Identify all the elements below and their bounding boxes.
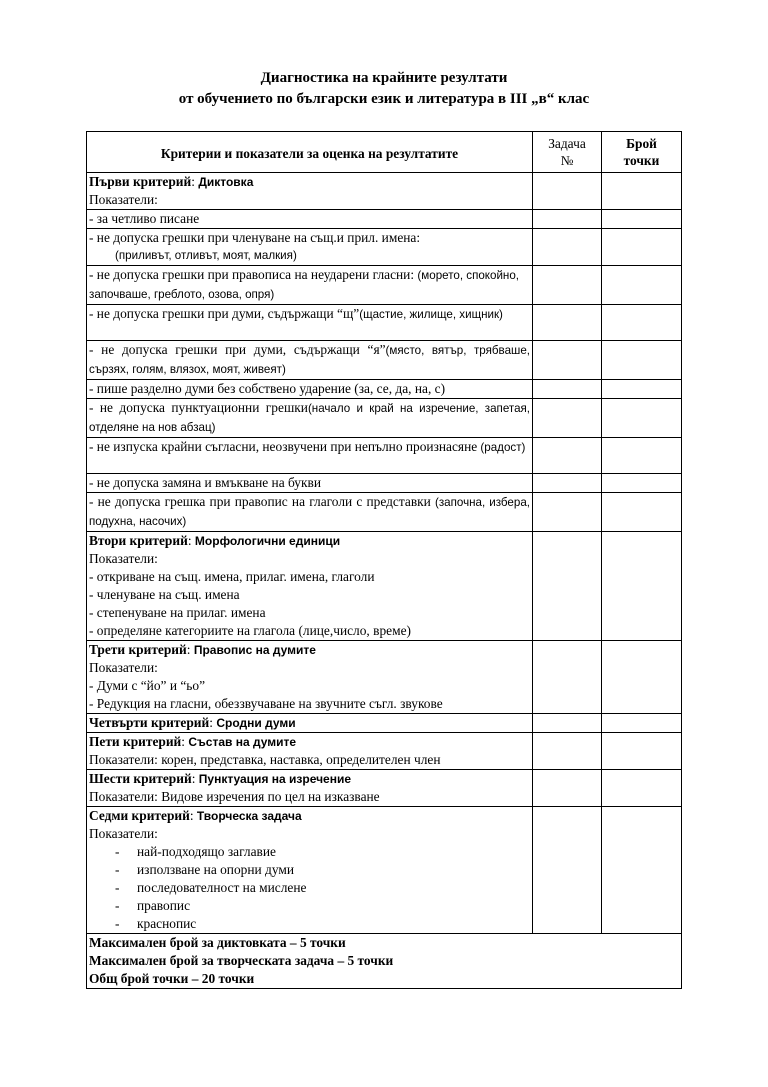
points-cell[interactable] bbox=[602, 714, 682, 733]
task-cell[interactable] bbox=[533, 173, 602, 210]
criterion-2-name: Морфологични единици bbox=[194, 534, 341, 548]
indicator-text: - не допуска грешки при думи, съдържащи “щ” bbox=[89, 306, 360, 321]
points-cell[interactable] bbox=[602, 173, 682, 210]
table-row bbox=[87, 229, 682, 266]
task-cell[interactable] bbox=[533, 532, 602, 641]
table-row bbox=[87, 380, 682, 399]
task-cell[interactable] bbox=[533, 770, 602, 807]
points-cell[interactable] bbox=[602, 305, 682, 341]
task-cell[interactable] bbox=[533, 641, 602, 714]
task-cell[interactable] bbox=[533, 438, 602, 474]
indicator-row: - за четливо писане bbox=[87, 210, 533, 229]
criterion-3-indicators: Показатели: bbox=[89, 660, 158, 675]
indicator-examples: (приливът, отливът, моят, малкия) bbox=[115, 249, 297, 262]
points-cell[interactable] bbox=[602, 399, 682, 438]
indicator-row bbox=[87, 266, 533, 305]
criteria-table bbox=[86, 131, 682, 989]
criterion-1-heading bbox=[87, 173, 533, 210]
header-points-label-2: точки bbox=[623, 153, 660, 168]
indicator-row bbox=[87, 305, 533, 341]
table-row bbox=[87, 770, 682, 807]
task-cell[interactable] bbox=[533, 341, 602, 380]
table-row bbox=[87, 474, 682, 493]
task-cell[interactable] bbox=[533, 733, 602, 770]
criterion-7-indicators: Показатели: bbox=[89, 826, 158, 841]
table-row bbox=[87, 714, 682, 733]
criterion-6-label: Шести критерий bbox=[89, 771, 192, 786]
criterion-6-indicators: Показатели: Видове изречения по цел на изказване bbox=[89, 789, 380, 804]
task-cell[interactable] bbox=[533, 493, 602, 532]
points-cell[interactable] bbox=[602, 380, 682, 399]
page-title-line-2: от обучението по български език и литература в III „в“ клас bbox=[178, 91, 590, 107]
task-cell[interactable] bbox=[533, 266, 602, 305]
points-cell[interactable] bbox=[602, 532, 682, 641]
criterion-2-block bbox=[87, 532, 533, 641]
header-criteria: Критерии и показатели за оценка на резултатите bbox=[87, 132, 533, 173]
criterion-5-name: Състав на думите bbox=[188, 735, 297, 749]
points-cell[interactable] bbox=[602, 641, 682, 714]
table-row bbox=[87, 807, 682, 934]
points-cell[interactable] bbox=[602, 266, 682, 305]
criterion-4-block bbox=[87, 714, 533, 733]
indicator-row bbox=[87, 438, 533, 474]
points-cell[interactable] bbox=[602, 807, 682, 934]
bullet-dash: - bbox=[115, 880, 120, 895]
criterion-6-name: Пунктуация на изречение bbox=[198, 772, 352, 786]
points-cell[interactable] bbox=[602, 229, 682, 266]
criterion-4-name: Сродни думи bbox=[216, 716, 296, 730]
task-cell[interactable] bbox=[533, 380, 602, 399]
table-row bbox=[87, 341, 682, 380]
points-cell[interactable] bbox=[602, 438, 682, 474]
task-cell[interactable] bbox=[533, 474, 602, 493]
summary-row bbox=[87, 934, 682, 989]
summary-dictation-max: Максимален брой за диктовката – 5 точки bbox=[89, 935, 346, 950]
separator: : bbox=[187, 533, 195, 548]
task-cell[interactable] bbox=[533, 714, 602, 733]
criterion-1-indicators: Показатели: bbox=[89, 192, 158, 207]
header-task-label: Задача bbox=[548, 136, 586, 151]
header-points-label-1: Брой bbox=[626, 136, 657, 151]
list-item-text: последователност на мислене bbox=[137, 880, 307, 895]
criterion-5-block bbox=[87, 733, 533, 770]
points-cell[interactable] bbox=[602, 770, 682, 807]
indicator-row bbox=[87, 341, 533, 380]
criterion-7-label: Седми критерий bbox=[89, 808, 190, 823]
indicator-text: - не изпуска крайни съгласни, неозвучени при непълно произнасяне bbox=[89, 439, 478, 454]
task-cell[interactable] bbox=[533, 399, 602, 438]
separator: : bbox=[181, 734, 189, 749]
criterion-5-label: Пети критерий bbox=[89, 734, 182, 749]
points-cell[interactable] bbox=[602, 493, 682, 532]
indicator-line: - Думи с “йо” и “ьо” bbox=[89, 678, 206, 693]
indicator-row: - не допуска замяна и вмъкване на букви bbox=[87, 474, 533, 493]
points-cell[interactable] bbox=[602, 341, 682, 380]
criterion-7-name: Творческа задача bbox=[196, 809, 302, 823]
indicator-line: - откриване на същ. имена, прилаг. имена, глаголи bbox=[89, 569, 375, 584]
table-row bbox=[87, 733, 682, 770]
indicator-row bbox=[87, 493, 533, 532]
indicator-line: - членуване на същ. имена bbox=[89, 587, 240, 602]
list-item-text: краснопис bbox=[137, 916, 197, 931]
indicator-text: - не допуска грешки при правописа на неударени гласни: bbox=[89, 267, 418, 282]
points-cell[interactable] bbox=[602, 210, 682, 229]
summary-block bbox=[87, 934, 682, 989]
indicator-row: - пише разделно думи без собствено ударение (за, се, да, на, с) bbox=[87, 380, 533, 399]
list-item bbox=[89, 861, 530, 879]
indicator-text: - не допуска грешки при членуване на същ.и прил. имена: bbox=[89, 230, 421, 245]
table-row bbox=[87, 493, 682, 532]
list-item bbox=[89, 897, 530, 915]
table-header-row bbox=[87, 132, 682, 173]
task-cell[interactable] bbox=[533, 807, 602, 934]
criterion-2-label: Втори критерий bbox=[89, 533, 188, 548]
list-item bbox=[89, 843, 530, 861]
list-item bbox=[89, 879, 530, 897]
criterion-6-block bbox=[87, 770, 533, 807]
criterion-7-block bbox=[87, 807, 533, 934]
points-cell[interactable] bbox=[602, 474, 682, 493]
separator: : bbox=[186, 642, 194, 657]
indicator-examples: (морето, спокойно, започваше, греблото, озова, опря) bbox=[89, 269, 520, 301]
list-item-text: най-подходящо заглавие bbox=[137, 844, 276, 859]
criterion-2-indicators: Показатели: bbox=[89, 551, 158, 566]
indicator-text: - не допуска грешки при думи, съдържащи “я” bbox=[89, 342, 386, 357]
table-row bbox=[87, 438, 682, 474]
separator: : bbox=[191, 174, 199, 189]
separator: : bbox=[191, 771, 199, 786]
header-points bbox=[602, 132, 682, 173]
indicator-examples: (място, вятър, трябваше, сързях, голям, влязох, моят, живеят) bbox=[89, 344, 530, 376]
criterion-4-label: Четвърти критерий bbox=[89, 715, 210, 730]
table-row bbox=[87, 399, 682, 438]
indicator-examples: (щастие, жилище, хищник) bbox=[359, 308, 503, 321]
task-cell[interactable] bbox=[533, 305, 602, 341]
criterion-3-block bbox=[87, 641, 533, 714]
criterion-1-label: Първи критерий bbox=[89, 174, 192, 189]
bullet-dash: - bbox=[115, 898, 120, 913]
task-cell[interactable] bbox=[533, 229, 602, 266]
page-title-line-1: Диагностика на крайните резултати bbox=[260, 70, 508, 86]
table-row bbox=[87, 266, 682, 305]
list-item-text: използване на опорни думи bbox=[137, 862, 295, 877]
bullet-dash: - bbox=[115, 916, 120, 931]
task-cell[interactable] bbox=[533, 210, 602, 229]
list-item-text: правопис bbox=[137, 898, 191, 913]
table-row bbox=[87, 305, 682, 341]
separator: : bbox=[189, 808, 197, 823]
bullet-dash: - bbox=[115, 844, 120, 859]
indicator-text: - не допуска пунктуационни грешки bbox=[89, 400, 308, 415]
table-row bbox=[87, 532, 682, 641]
indicator-row bbox=[87, 399, 533, 438]
list-item bbox=[89, 915, 530, 933]
table-row bbox=[87, 641, 682, 714]
summary-total-points: Общ брой точки – 20 точки bbox=[89, 971, 255, 986]
table-row bbox=[87, 173, 682, 210]
criterion-1-name: Диктовка bbox=[198, 175, 254, 189]
indicator-line: - степенуване на прилаг. имена bbox=[89, 605, 266, 620]
points-cell[interactable] bbox=[602, 733, 682, 770]
indicator-row bbox=[87, 229, 533, 266]
indicator-examples: (начало и край на изречение, запетая, отделяне на нов абзац) bbox=[89, 402, 531, 434]
criterion-3-name: Правопис на думите bbox=[193, 643, 316, 657]
indicator-line: - определяне категориите на глагола (лице,число, време) bbox=[89, 623, 411, 638]
indicator-examples: (започна, избера, подухна, насочих) bbox=[89, 496, 530, 528]
indicator-text: - не допуска грешка при правопис на глаголи с представки bbox=[89, 494, 435, 509]
header-task-number: № bbox=[560, 153, 574, 168]
bullet-dash: - bbox=[115, 862, 120, 877]
criterion-3-label: Трети критерий bbox=[89, 642, 187, 657]
criterion-5-indicators: Показатели: корен, представка, наставка, определителен член bbox=[89, 752, 441, 767]
separator: : bbox=[209, 715, 217, 730]
table-row bbox=[87, 210, 682, 229]
summary-creative-max: Максимален брой за творческата задача – 5 точки bbox=[89, 953, 394, 968]
indicator-line: - Редукция на гласни, обеззвучаване на звучните съгл. звукове bbox=[89, 696, 443, 711]
header-task bbox=[533, 132, 602, 173]
indicator-examples: (радост) bbox=[477, 441, 526, 454]
